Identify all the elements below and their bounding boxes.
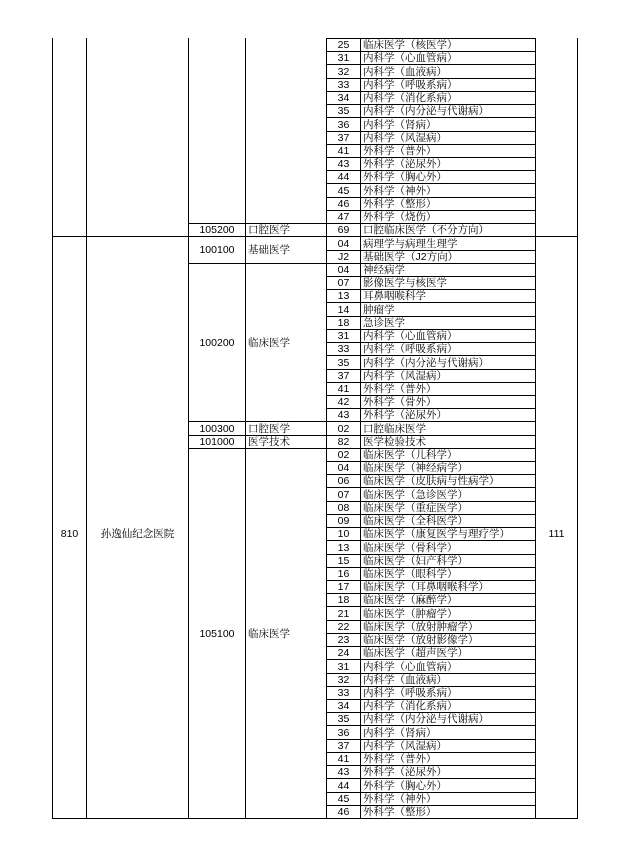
direction-code-cell: 33 [326,342,361,356]
direction-code-cell: 07 [326,276,361,290]
direction-name-cell: 外科学（烧伤） [360,210,536,224]
direction-name-cell: 口腔临床医学 [360,421,536,436]
direction-name-cell: 外科学（胸心外） [360,170,536,184]
direction-code-cell: 43 [326,408,361,422]
direction-code-cell: 46 [326,805,361,819]
direction-code-cell: 47 [326,210,361,224]
direction-code-cell: 37 [326,131,361,145]
direction-code-cell: 45 [326,183,361,198]
direction-name-cell: 外科学（普外） [360,144,536,158]
direction-name-cell: 内科学（肾病） [360,725,536,740]
direction-code-cell: 82 [326,435,361,449]
direction-name-cell: 内科学（心血管病） [360,51,536,65]
direction-code-cell: 45 [326,792,361,806]
major-code-cell: 105200 [188,223,246,237]
direction-name-cell: 外科学（神外） [360,792,536,806]
direction-name-cell: 临床医学（肿瘤学） [360,606,536,621]
direction-name-cell: 耳鼻咽喉科学 [360,289,536,303]
direction-code-cell: 13 [326,540,361,555]
direction-name-cell: 肿瘤学 [360,302,536,317]
direction-code-cell: 44 [326,170,361,184]
direction-name-cell: 急诊医学 [360,316,536,330]
major-name-cell: 医学技术 [245,435,327,449]
direction-name-cell: 临床医学（皮肤病与性病学） [360,474,536,488]
direction-code-cell: 46 [326,197,361,211]
direction-code-cell: 35 [326,104,361,118]
direction-code-cell: 10 [326,527,361,541]
direction-code-cell: 02 [326,448,361,462]
direction-code-cell: 18 [326,593,361,607]
direction-code-cell: 08 [326,501,361,515]
direction-name-cell: 内科学（肾病） [360,117,536,132]
direction-code-cell: 37 [326,369,361,383]
direction-name-cell: 内科学（内分泌与代谢病） [360,712,536,726]
direction-code-cell: 35 [326,712,361,726]
direction-name-cell: 内科学（消化系病） [360,91,536,105]
direction-code-cell: 36 [326,725,361,740]
major-code-cell: 100200 [188,263,246,422]
direction-code-cell: 44 [326,778,361,793]
direction-code-cell: 34 [326,91,361,105]
direction-name-cell: 内科学（血液病） [360,64,536,79]
direction-code-cell: 04 [326,236,361,251]
major-code-cell: 100100 [188,236,246,264]
direction-code-cell: 31 [326,329,361,343]
direction-name-cell: 外科学（胸心外） [360,778,536,793]
major-name-cell: 基础医学 [245,236,327,264]
direction-code-cell: 43 [326,157,361,171]
direction-name-cell: 口腔临床医学（不分方向） [360,223,536,237]
direction-name-cell: 内科学（消化系病） [360,699,536,713]
direction-code-cell: 24 [326,646,361,660]
direction-name-cell: 临床医学（耳鼻咽喉科学） [360,580,536,594]
direction-code-cell: 36 [326,117,361,132]
direction-code-cell: 04 [326,263,361,277]
direction-name-cell: 内科学（呼吸系病） [360,78,536,92]
direction-name-cell: 外科学（普外） [360,752,536,766]
direction-code-cell: 13 [326,289,361,303]
direction-code-cell: 35 [326,355,361,370]
direction-name-cell: 内科学（心血管病） [360,659,536,674]
direction-name-cell: 临床医学（麻醉学） [360,593,536,607]
direction-name-cell: 外科学（泌尿外） [360,157,536,171]
major-name-cell: 口腔医学 [245,223,327,237]
direction-code-cell: 33 [326,686,361,700]
major-name-cell: 临床医学 [245,263,327,422]
direction-code-cell: 09 [326,514,361,528]
direction-code-cell: 32 [326,673,361,687]
direction-name-cell: 外科学（整形） [360,197,536,211]
direction-name-cell: 临床医学（超声医学） [360,646,536,660]
direction-name-cell: 内科学（风湿病） [360,369,536,383]
direction-name-cell: 临床医学（放射肿瘤学） [360,620,536,634]
direction-code-cell: 41 [326,382,361,396]
unit-code-cell [52,38,87,237]
direction-code-cell: 69 [326,223,361,237]
direction-name-cell: 内科学（呼吸系病） [360,342,536,356]
direction-code-cell: 31 [326,51,361,65]
direction-name-cell: 外科学（普外） [360,382,536,396]
direction-name-cell: 病理学与病理生理学 [360,236,536,251]
direction-code-cell: 16 [326,567,361,581]
direction-name-cell: 外科学（神外） [360,183,536,198]
direction-name-cell: 内科学（内分泌与代谢病） [360,104,536,118]
direction-name-cell: 外科学（整形） [360,805,536,819]
direction-code-cell: 15 [326,554,361,568]
direction-name-cell: 临床医学（儿科学） [360,448,536,462]
direction-code-cell: 21 [326,606,361,621]
direction-code-cell: 17 [326,580,361,594]
direction-name-cell: 临床医学（神经病学） [360,461,536,475]
direction-code-cell: 37 [326,739,361,753]
direction-name-cell: 内科学（内分泌与代谢病） [360,355,536,370]
direction-name-cell: 临床医学（核医学） [360,38,536,52]
direction-name-cell: 临床医学（骨科学） [360,540,536,555]
direction-name-cell: 影像医学与核医学 [360,276,536,290]
quota-count-cell [535,38,578,237]
unit-code-cell: 810 [52,236,87,819]
direction-name-cell: 内科学（呼吸系病） [360,686,536,700]
unit-name-cell [86,38,189,237]
direction-name-cell: 临床医学（放射影像学） [360,633,536,647]
direction-name-cell: 外科学（泌尿外） [360,408,536,422]
direction-code-cell: 22 [326,620,361,634]
major-code-cell: 101000 [188,435,246,449]
major-name-cell: 口腔医学 [245,421,327,436]
direction-name-cell: 外科学（骨外） [360,395,536,409]
direction-code-cell: 33 [326,78,361,92]
direction-code-cell: 02 [326,421,361,436]
direction-code-cell: 23 [326,633,361,647]
direction-name-cell: 内科学（风湿病） [360,131,536,145]
major-code-cell: 105100 [188,448,246,819]
direction-code-cell: 18 [326,316,361,330]
direction-code-cell: 25 [326,38,361,52]
direction-code-cell: 31 [326,659,361,674]
direction-code-cell: J2 [326,250,361,264]
major-name-cell: 临床医学 [245,448,327,819]
direction-code-cell: 41 [326,144,361,158]
direction-name-cell: 内科学（风湿病） [360,739,536,753]
direction-code-cell: 04 [326,461,361,475]
direction-code-cell: 32 [326,64,361,79]
direction-code-cell: 06 [326,474,361,488]
direction-name-cell: 医学检验技术 [360,435,536,449]
quota-count-cell: 111 [535,236,578,819]
direction-code-cell: 34 [326,699,361,713]
unit-name-cell: 孙逸仙纪念医院 [86,236,189,819]
direction-code-cell: 42 [326,395,361,409]
direction-name-cell: 临床医学（眼科学） [360,567,536,581]
direction-code-cell: 41 [326,752,361,766]
direction-name-cell: 临床医学（全科医学） [360,514,536,528]
major-name-cell [245,38,327,224]
direction-name-cell: 临床医学（重症医学） [360,501,536,515]
direction-code-cell: 07 [326,487,361,502]
direction-name-cell: 基础医学（J2方向） [360,250,536,264]
direction-name-cell: 临床医学（康复医学与理疗学） [360,527,536,541]
major-code-cell: 100300 [188,421,246,436]
direction-code-cell: 14 [326,302,361,317]
major-code-cell [188,38,246,224]
direction-name-cell: 临床医学（妇产科学） [360,554,536,568]
direction-name-cell: 神经病学 [360,263,536,277]
direction-name-cell: 外科学（泌尿外） [360,765,536,779]
direction-name-cell: 内科学（血液病） [360,673,536,687]
direction-name-cell: 内科学（心血管病） [360,329,536,343]
direction-code-cell: 43 [326,765,361,779]
direction-name-cell: 临床医学（急诊医学） [360,487,536,502]
